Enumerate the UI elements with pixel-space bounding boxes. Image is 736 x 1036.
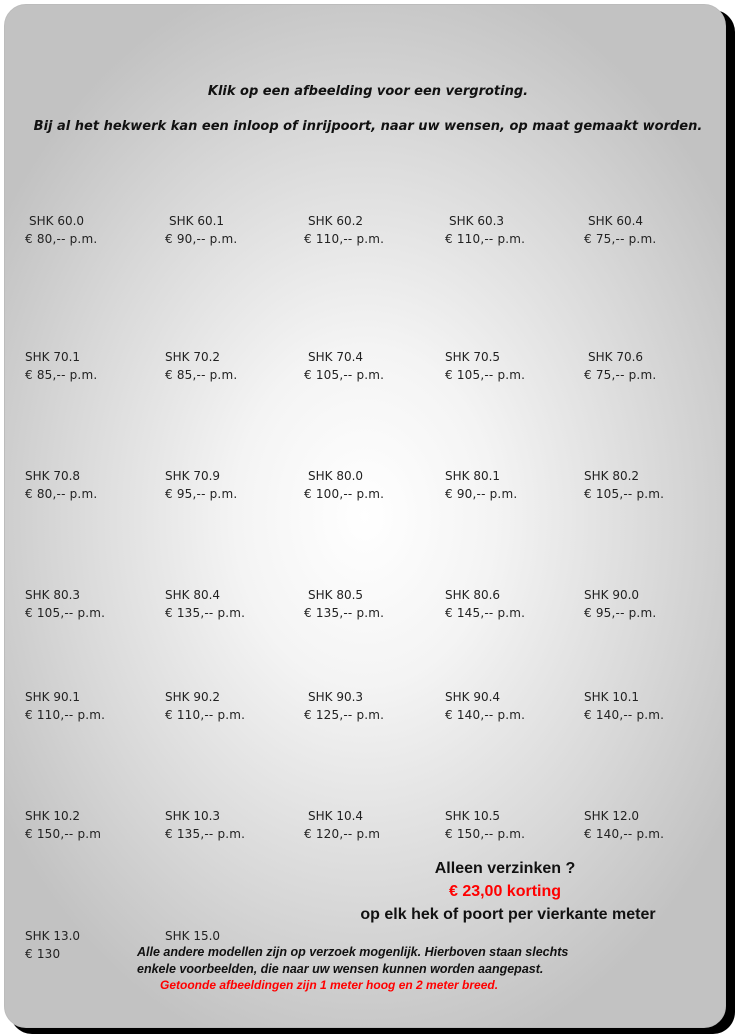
product-price: € 75,-- p.m. — [584, 368, 657, 382]
product-price: € 75,-- p.m. — [584, 232, 657, 246]
promo-heading: Alleen verzinken ? — [434, 860, 576, 877]
product-price: € 110,-- p.m. — [25, 708, 106, 722]
product-item[interactable] — [445, 807, 585, 843]
product-code: SHK 70.2 — [165, 350, 221, 364]
product-price: € 110,-- p.m. — [304, 232, 385, 246]
product-code: SHK 10.2 — [25, 809, 81, 823]
product-code: SHK 90.3 — [308, 690, 364, 704]
product-code: SHK 12.0 — [584, 809, 640, 823]
product-item[interactable] — [165, 467, 305, 503]
product-price: € 100,-- p.m. — [304, 487, 385, 501]
intro-click-hint: Klik op een afbeelding voor een vergroting. — [207, 84, 529, 99]
product-code: SHK 90.0 — [584, 588, 640, 602]
product-item[interactable] — [584, 807, 724, 843]
product-item[interactable] — [25, 586, 165, 622]
product-code: SHK 13.0 — [25, 929, 81, 943]
product-price: € 105,-- p.m. — [304, 368, 385, 382]
product-item[interactable] — [304, 586, 444, 622]
product-item[interactable] — [25, 807, 165, 843]
product-price: € 140,-- p.m. — [584, 708, 665, 722]
product-code: SHK 70.4 — [308, 350, 364, 364]
intro-gate-info: Bij al het hekwerk kan een inloop of inrijpoort, naar uw wensen, op maat gemaakt worden. — [33, 119, 703, 134]
product-price: € 80,-- p.m. — [25, 232, 98, 246]
product-price: € 135,-- p.m. — [165, 606, 246, 620]
product-item[interactable] — [25, 467, 165, 503]
product-code: SHK 10.4 — [308, 809, 364, 823]
product-item[interactable] — [445, 348, 585, 384]
product-code: SHK 10.1 — [584, 690, 640, 704]
product-price: € 135,-- p.m. — [165, 827, 246, 841]
product-price: € 135,-- p.m. — [304, 606, 385, 620]
product-item[interactable] — [445, 467, 585, 503]
product-price: € 150,-- p.m. — [445, 827, 526, 841]
product-price: € 105,-- p.m. — [445, 368, 526, 382]
product-code: SHK 80.6 — [445, 588, 501, 602]
product-item[interactable] — [584, 348, 724, 384]
product-code: SHK 70.8 — [25, 469, 81, 483]
product-code: SHK 80.0 — [308, 469, 364, 483]
product-item[interactable] — [584, 467, 724, 503]
note-other-models: Alle andere modellen zijn op verzoek mogenlijk. Hierboven staan slechts — [137, 945, 569, 959]
product-code: SHK 90.2 — [165, 690, 221, 704]
product-price: € 125,-- p.m. — [304, 708, 385, 722]
product-price: € 95,-- p.m. — [165, 487, 238, 501]
product-code: SHK 80.3 — [25, 588, 81, 602]
product-code: SHK 60.2 — [308, 214, 364, 228]
product-item[interactable] — [165, 927, 305, 945]
product-code: SHK 80.2 — [584, 469, 640, 483]
product-item[interactable] — [304, 467, 444, 503]
product-item[interactable] — [304, 212, 444, 248]
product-price: € 150,-- p.m — [25, 827, 102, 841]
product-code: SHK 70.5 — [445, 350, 501, 364]
product-price: € 140,-- p.m. — [445, 708, 526, 722]
product-price: € 120,-- p.m — [304, 827, 381, 841]
product-item[interactable] — [165, 586, 305, 622]
product-price: € 105,-- p.m. — [584, 487, 665, 501]
note-examples: enkele voorbeelden, die naar uw wensen kunnen worden aangepast. — [137, 962, 544, 976]
product-item[interactable] — [165, 212, 305, 248]
product-item[interactable] — [584, 212, 724, 248]
product-price: € 105,-- p.m. — [25, 606, 106, 620]
product-code: SHK 90.4 — [445, 690, 501, 704]
product-code: SHK 70.6 — [588, 350, 644, 364]
product-item[interactable] — [25, 348, 165, 384]
product-item[interactable] — [304, 807, 444, 843]
product-item[interactable] — [304, 348, 444, 384]
product-price: € 95,-- p.m. — [584, 606, 657, 620]
product-item[interactable] — [25, 688, 165, 724]
product-code: SHK 60.4 — [588, 214, 644, 228]
product-item[interactable] — [165, 807, 305, 843]
promo-per-sqm: op elk hek of poort per vierkante meter — [360, 906, 656, 923]
product-item[interactable] — [445, 212, 585, 248]
product-code: SHK 70.1 — [25, 350, 81, 364]
product-price: € 90,-- p.m. — [445, 487, 518, 501]
product-price: € 110,-- p.m. — [445, 232, 526, 246]
product-price: € 90,-- p.m. — [165, 232, 238, 246]
product-price: € 145,-- p.m. — [445, 606, 526, 620]
product-code: SHK 80.4 — [165, 588, 221, 602]
product-item[interactable] — [584, 586, 724, 622]
product-price: € 130 — [25, 947, 61, 961]
product-code: SHK 90.1 — [25, 690, 81, 704]
product-price: € 85,-- p.m. — [165, 368, 238, 382]
product-item[interactable] — [25, 212, 165, 248]
product-price: € 85,-- p.m. — [25, 368, 98, 382]
product-item[interactable] — [445, 688, 585, 724]
product-code: SHK 60.3 — [449, 214, 505, 228]
product-item[interactable] — [165, 688, 305, 724]
product-item[interactable] — [165, 348, 305, 384]
product-code: SHK 15.0 — [165, 929, 221, 943]
product-price: € 140,-- p.m. — [584, 827, 665, 841]
product-code: SHK 10.5 — [445, 809, 501, 823]
product-code: SHK 60.1 — [169, 214, 225, 228]
product-code: SHK 80.1 — [445, 469, 501, 483]
product-code: SHK 10.3 — [165, 809, 221, 823]
product-code: SHK 70.9 — [165, 469, 221, 483]
product-item[interactable] — [304, 688, 444, 724]
promo-discount: € 23,00 korting — [448, 883, 562, 900]
product-item[interactable] — [445, 586, 585, 622]
product-price: € 110,-- p.m. — [165, 708, 246, 722]
note-image-size: Getoonde afbeeldingen zijn 1 meter hoog en 2 meter breed. — [160, 978, 499, 992]
product-code: SHK 80.5 — [308, 588, 364, 602]
product-price: € 80,-- p.m. — [25, 487, 98, 501]
product-item[interactable] — [584, 688, 724, 724]
product-code: SHK 60.0 — [29, 214, 85, 228]
